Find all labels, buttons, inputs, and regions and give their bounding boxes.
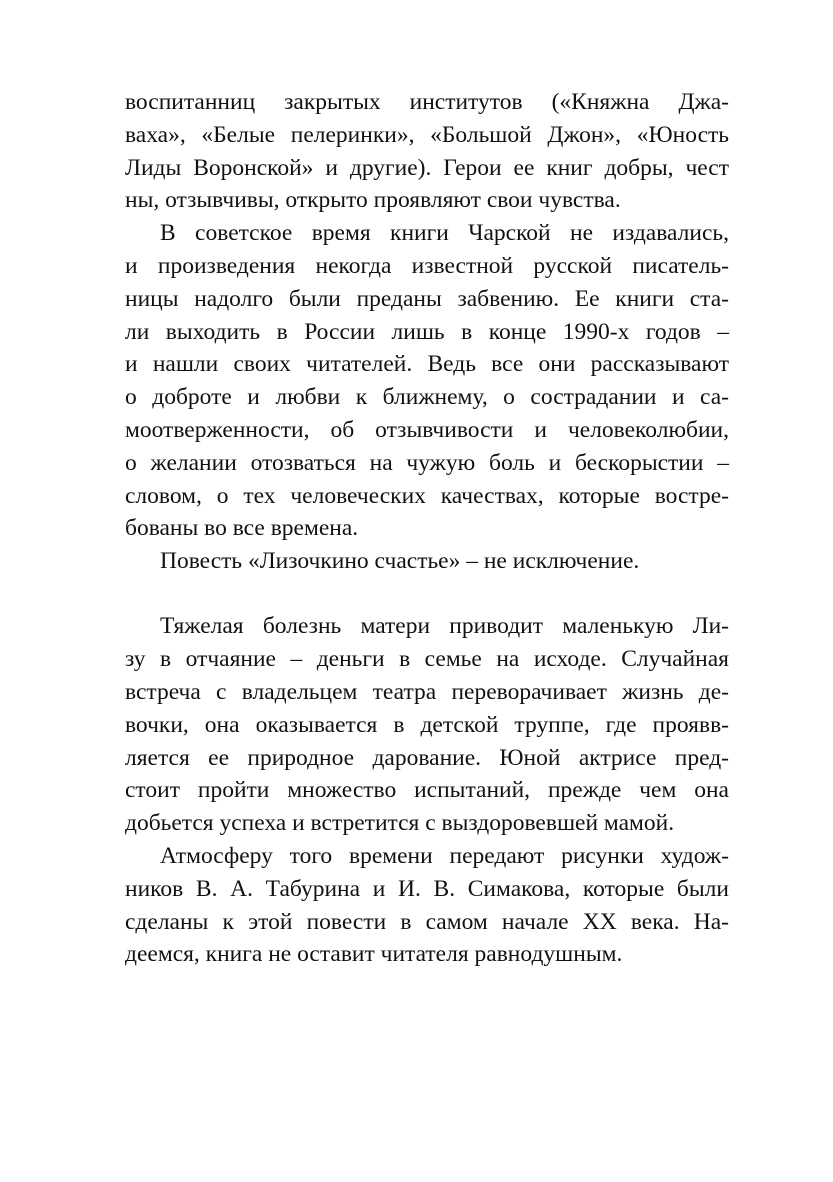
text-line: В советское время книги Чарской не издавались, (160, 220, 729, 247)
text-line: ли выходить в России лишь в конце 1990-х годов – (125, 318, 729, 345)
text-line: ны, отзывчивы, открыто проявляют свои чувства. (125, 187, 621, 214)
section-gap (125, 578, 729, 611)
text-line: Лиды Воронской» и другие). Герои ее книг добры, чест (125, 154, 729, 181)
text-line: ников В. А. Табурина и И. В. Симакова, которые были (125, 875, 729, 902)
text-line: воспитанниц закрытых институтов («Княжна Джа- (125, 89, 729, 115)
text-line: деемся, книга не оставит читателя равнодушным. (125, 941, 623, 968)
text-line: сделаны к этой повести в самом начале XX века. На- (125, 908, 729, 935)
text-line: добьется успеха и встретится с выздоровевшей мамой. (125, 810, 675, 837)
text-line: ницы надолго были преданы забвению. Ее книги ста- (125, 285, 729, 312)
paragraph-intro-continued (125, 86, 729, 217)
text-line: встреча с владельцем театра переворачивает жизнь де- (125, 679, 729, 706)
text-line: и произведения некогда известной русской писатель- (125, 252, 729, 279)
paragraph-not-exception (125, 545, 729, 578)
text-line: Тяжелая болезнь матери приводит маленькую Ли- (160, 613, 729, 640)
text-line: вочки, она оказывается в детской труппе, где проявв- (125, 711, 729, 738)
text-line: бованы во все времена. (125, 515, 359, 542)
paragraph-soviet-era (125, 217, 729, 545)
text-line: зу в отчаяние – деньги в семье на исходе. Случайная (125, 646, 729, 673)
text-line: и нашли своих читателей. Ведь все они рассказывают (125, 351, 729, 378)
book-page (125, 86, 729, 971)
text-line: моотверженности, об отзывчивости и человеколюбии, (125, 416, 729, 443)
paragraph-plot-summary (125, 610, 729, 840)
text-line: о желании отозваться на чужую боль и бескорыстии – (125, 449, 729, 476)
text-line: ляется ее природное дарование. Юной актрисе пред- (125, 744, 729, 771)
paragraph-illustrations (125, 840, 729, 971)
text-line: ваха», «Белые пелеринки», «Большой Джон», «Юность (125, 121, 729, 148)
text-line: словом, о тех человеческих качествах, которые востре- (125, 482, 729, 509)
text-line: Повесть «Лизочкино счастье» – не исключение. (160, 548, 640, 575)
text-line: стоит пройти множество испытаний, прежде чем она (125, 777, 729, 804)
text-line: Атмосферу того времени передают рисунки худож- (160, 843, 729, 870)
text-line: о доброте и любви к ближнему, о сострадании и са- (125, 384, 729, 411)
